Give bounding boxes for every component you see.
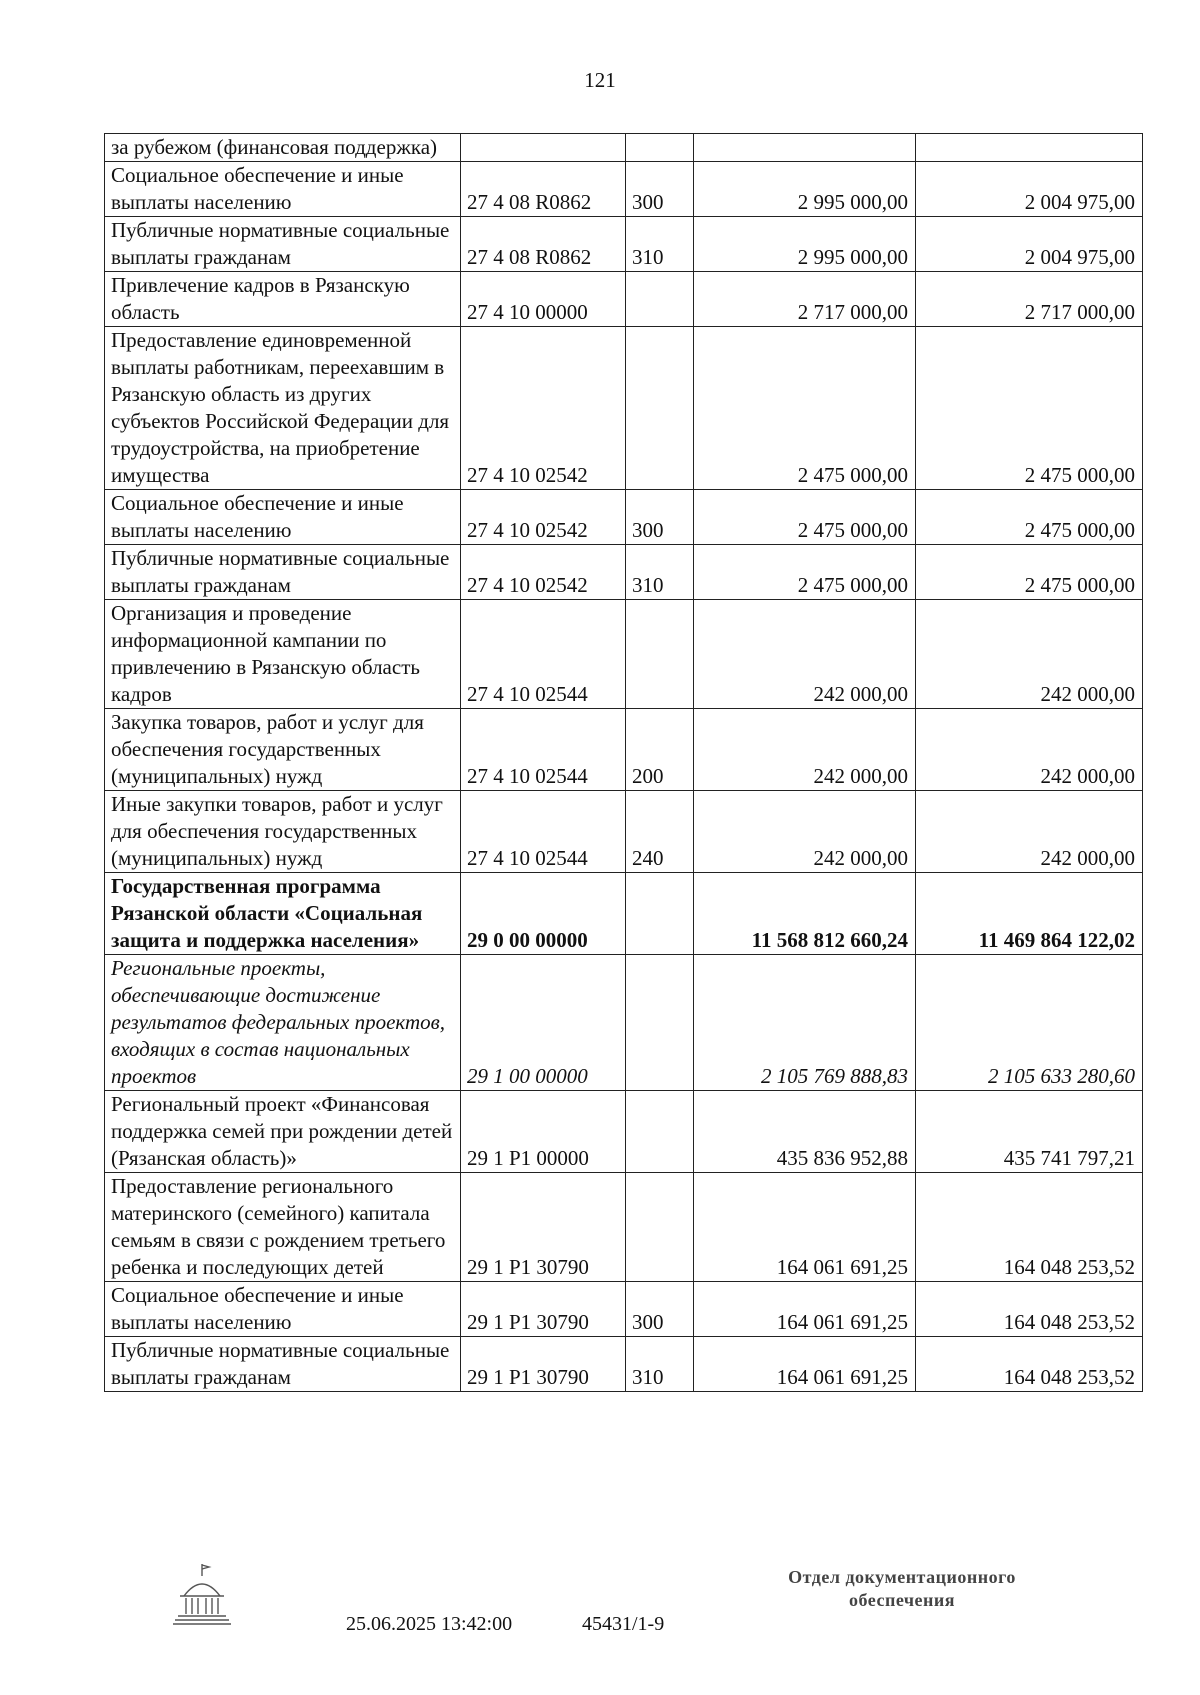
stamp-line-1: Отдел документационного — [788, 1567, 1016, 1587]
table-row — [105, 217, 1143, 272]
row-sum-2027: 2 475 000,00 — [916, 327, 1143, 490]
row-sum-2027: 2 105 633 280,60 — [916, 955, 1143, 1091]
row-code: 27 4 10 02544 — [461, 709, 626, 791]
row-sum-2026 — [694, 134, 916, 162]
row-code: 27 4 10 02542 — [461, 490, 626, 545]
row-sum-2027: 2 004 975,00 — [916, 217, 1143, 272]
row-expense-type — [626, 1091, 694, 1173]
row-name: Социальное обеспечение и иные выплаты населению — [105, 162, 461, 217]
table-row — [105, 600, 1143, 709]
row-name: Публичные нормативные социальные выплаты гражданам — [105, 545, 461, 600]
footer-doc-number: 45431/1-9 — [582, 1613, 665, 1635]
row-sum-2027 — [916, 134, 1143, 162]
row-code: 27 4 10 00000 — [461, 272, 626, 327]
row-name: Социальное обеспечение и иные выплаты населению — [105, 1282, 461, 1337]
budget-table-body — [105, 134, 1143, 1392]
row-expense-type — [626, 134, 694, 162]
row-sum-2026: 11 568 812 660,24 — [694, 873, 916, 955]
row-sum-2027: 435 741 797,21 — [916, 1091, 1143, 1173]
row-code: 29 1 P1 30790 — [461, 1282, 626, 1337]
table-row — [105, 873, 1143, 955]
row-code: 27 4 10 02544 — [461, 791, 626, 873]
table-row — [105, 1337, 1143, 1392]
row-code: 27 4 10 02542 — [461, 327, 626, 490]
stamp-line-2: обеспечения — [849, 1590, 955, 1610]
row-name: за рубежом (финансовая поддержка) — [105, 134, 461, 162]
row-code: 29 0 00 00000 — [461, 873, 626, 955]
row-sum-2027: 11 469 864 122,02 — [916, 873, 1143, 955]
duma-building-emblem-icon — [172, 1562, 232, 1626]
table-row — [105, 1173, 1143, 1282]
row-expense-type — [626, 1173, 694, 1282]
row-sum-2026: 2 717 000,00 — [694, 272, 916, 327]
row-sum-2027: 2 717 000,00 — [916, 272, 1143, 327]
row-expense-type — [626, 955, 694, 1091]
row-name: Организация и проведение информационной кампании по привлечению в Рязанскую область кадров — [105, 600, 461, 709]
row-expense-type: 200 — [626, 709, 694, 791]
row-sum-2026: 2 475 000,00 — [694, 545, 916, 600]
row-code: 27 4 08 R0862 — [461, 162, 626, 217]
row-sum-2026: 242 000,00 — [694, 600, 916, 709]
row-sum-2027: 2 475 000,00 — [916, 545, 1143, 600]
row-expense-type — [626, 600, 694, 709]
row-code: 27 4 10 02542 — [461, 545, 626, 600]
row-sum-2027: 242 000,00 — [916, 791, 1143, 873]
row-sum-2026: 242 000,00 — [694, 791, 916, 873]
row-name: Региональные проекты, обеспечивающие достижение результатов федеральных проектов, входящих в состав национальных проектов — [105, 955, 461, 1091]
row-sum-2026: 2 995 000,00 — [694, 162, 916, 217]
table-row — [105, 490, 1143, 545]
row-name: Привлечение кадров в Рязанскую область — [105, 272, 461, 327]
table-row — [105, 134, 1143, 162]
department-stamp — [752, 1566, 1052, 1612]
row-sum-2027: 2 004 975,00 — [916, 162, 1143, 217]
row-expense-type — [626, 327, 694, 490]
page-number: 121 — [584, 68, 616, 92]
row-code: 27 4 08 R0862 — [461, 217, 626, 272]
row-sum-2027: 242 000,00 — [916, 709, 1143, 791]
row-name: Региональный проект «Финансовая поддержка семей при рождении детей (Рязанская область)» — [105, 1091, 461, 1173]
row-expense-type: 310 — [626, 217, 694, 272]
row-code: 29 1 P1 00000 — [461, 1091, 626, 1173]
row-code: 29 1 00 00000 — [461, 955, 626, 1091]
row-expense-type: 300 — [626, 1282, 694, 1337]
table-row — [105, 162, 1143, 217]
table-row — [105, 1282, 1143, 1337]
row-name: Иные закупки товаров, работ и услуг для обеспечения государственных (муниципальных) нужд — [105, 791, 461, 873]
table-row — [105, 791, 1143, 873]
row-sum-2027: 164 048 253,52 — [916, 1173, 1143, 1282]
row-sum-2027: 164 048 253,52 — [916, 1282, 1143, 1337]
row-sum-2026: 2 995 000,00 — [694, 217, 916, 272]
row-expense-type: 310 — [626, 545, 694, 600]
row-expense-type: 300 — [626, 490, 694, 545]
row-sum-2026: 164 061 691,25 — [694, 1282, 916, 1337]
table-row — [105, 709, 1143, 791]
row-code: 29 1 P1 30790 — [461, 1173, 626, 1282]
row-code: 27 4 10 02544 — [461, 600, 626, 709]
row-sum-2026: 2 105 769 888,83 — [694, 955, 916, 1091]
row-name: Предоставление единовременной выплаты работникам, переехавшим в Рязанскую область из других субъектов Российской Федерации для трудоустройства, на приобретение имущества — [105, 327, 461, 490]
row-name: Закупка товаров, работ и услуг для обеспечения государственных (муниципальных) нужд — [105, 709, 461, 791]
row-name: Социальное обеспечение и иные выплаты населению — [105, 490, 461, 545]
row-name: Предоставление регионального материнского (семейного) капитала семьям в связи с рождением третьего ребенка и последующих детей — [105, 1173, 461, 1282]
row-code: 29 1 P1 30790 — [461, 1337, 626, 1392]
row-name: Публичные нормативные социальные выплаты гражданам — [105, 1337, 461, 1392]
row-code — [461, 134, 626, 162]
row-name: Государственная программа Рязанской области «Социальная защита и поддержка населения» — [105, 873, 461, 955]
row-sum-2027: 164 048 253,52 — [916, 1337, 1143, 1392]
row-sum-2026: 2 475 000,00 — [694, 490, 916, 545]
row-sum-2026: 2 475 000,00 — [694, 327, 916, 490]
budget-table — [104, 133, 1143, 1392]
row-sum-2027: 2 475 000,00 — [916, 490, 1143, 545]
row-expense-type — [626, 272, 694, 327]
row-sum-2026: 164 061 691,25 — [694, 1337, 916, 1392]
row-expense-type — [626, 873, 694, 955]
row-sum-2026: 435 836 952,88 — [694, 1091, 916, 1173]
row-sum-2026: 164 061 691,25 — [694, 1173, 916, 1282]
table-row — [105, 327, 1143, 490]
table-row — [105, 955, 1143, 1091]
row-sum-2027: 242 000,00 — [916, 600, 1143, 709]
row-sum-2026: 242 000,00 — [694, 709, 916, 791]
footer-datetime: 25.06.2025 13:42:00 — [346, 1613, 513, 1635]
row-expense-type: 240 — [626, 791, 694, 873]
row-expense-type: 300 — [626, 162, 694, 217]
table-row — [105, 545, 1143, 600]
table-row — [105, 272, 1143, 327]
row-name: Публичные нормативные социальные выплаты гражданам — [105, 217, 461, 272]
row-expense-type: 310 — [626, 1337, 694, 1392]
table-row — [105, 1091, 1143, 1173]
